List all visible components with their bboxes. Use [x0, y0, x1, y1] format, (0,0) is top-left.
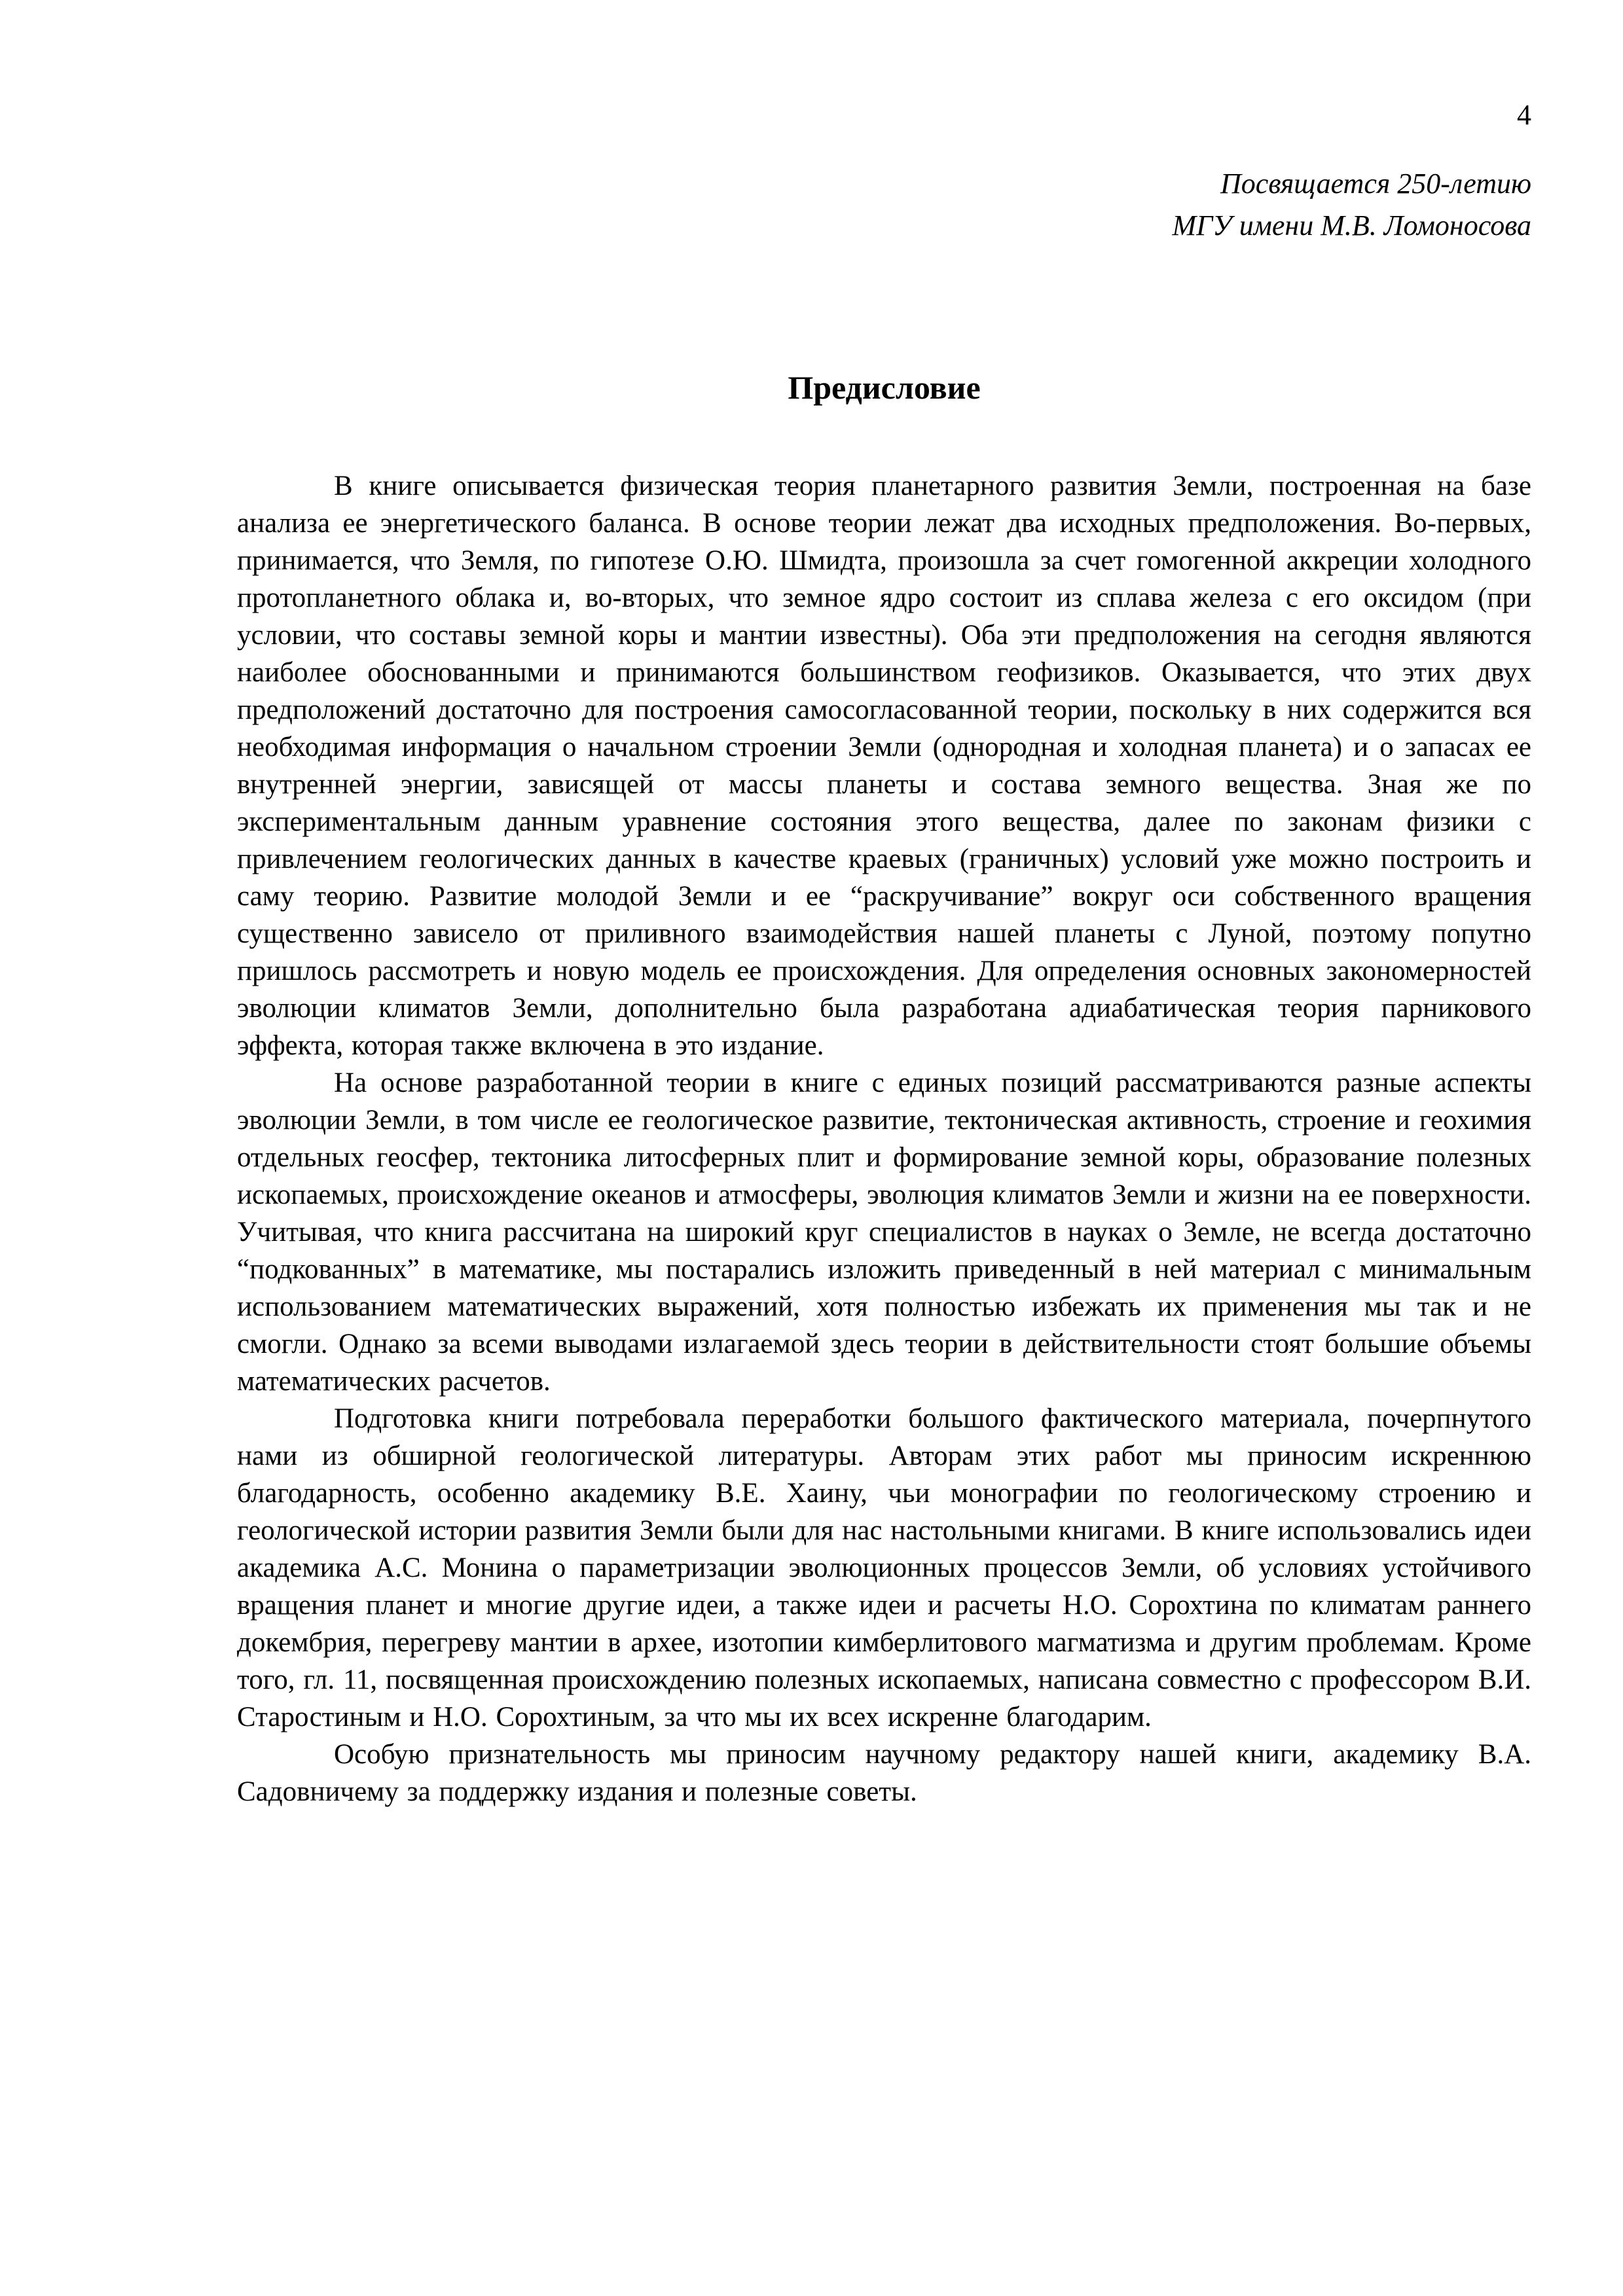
paragraph-4: Особую признательность мы приносим научному редактору нашей книги, академику В.А. Садовничему за поддержку издания и полезные советы. [237, 1739, 1531, 1808]
page-number: 4 [1517, 99, 1531, 131]
paragraph-2: На основе разработанной теории в книге с единых позиций рассматриваются разные аспекты эволюции Земли, в том числе ее геологическое развитие, тектоническая активность, строение и геохимия отдельных геосфер, тектоника литосферных плит и формирование земной коры, образование полезных ископаемых, происхождение океанов и атмосферы, эволюция климатов Земли и жизни на ее поверхности. Учитывая, что книга рассчитана на широкий круг специалистов в науках о Земле, не всегда достаточно “подкованных” в математике, мы постарались изложить приведенный в ней материал с минимальным использованием математических выражений, хотя полностью избежать их применения мы так и не смогли. Однако за всеми выводами излагаемой здесь теории в действительности стоят большие объемы математических расчетов. [237, 1067, 1531, 1397]
body-text [237, 467, 1531, 1810]
dedication [237, 163, 1531, 247]
paragraph-1: В книге описывается физическая теория планетарного развития Земли, построенная на базе анализа ее энергетического баланса. В основе теории лежат два исходных предположения. Во-первых, принимается, что Земля, по гипотезе О.Ю. Шмидта, произошла за счет гомогенной аккреции холодного протопланетного облака и, во-вторых, что земное ядро состоит из сплава железа с его оксидом (при условии, что составы земной коры и мантии известны). Оба эти предположения на сегодня являются наиболее обоснованными и принимаются большинством геофизиков. Оказывается, что этих двух предположений достаточно для построения самосогласованной теории, поскольку в них содержится вся необходимая информация о начальном строении Земли (однородная и холодная планета) и о запасах ее внутренней энергии, зависящей от массы планеты и состава земного вещества. Зная же по экспериментальным данным уравнение состояния этого вещества, далее по законам физики с привлечением геологических данных в качестве краевых (граничных) условий уже можно построить и саму теорию. Развитие молодой Земли и ее “раскручивание” вокруг оси собственного вращения существенно зависело от приливного взаимодействия нашей планеты с Луной, поэтому попутно пришлось рассмотреть и новую модель ее происхождения. Для определения основных закономерностей эволюции климатов Земли, дополнительно была разработана адиабатическая теория парникового эффекта, которая также включена в это издание. [237, 471, 1531, 1062]
paragraph-3: Подготовка книги потребовала переработки большого фактического материала, почерпнутого нами из обширной геологической литературы. Авторам этих работ мы приносим искреннюю благодарность, особенно академику В.Е. Хаину, чьи монографии по геологическому строению и геологической истории развития Земли были для нас настольными книгами. В книге использовались идеи академика А.С. Монина о параметризации эволюционных процессов Земли, об условиях устойчивого вращения планет и многие другие идеи, а также идеи и расчеты Н.О. Сорохтина по климатам раннего докембрия, перегреву мантии в архее, изотопии кимберлитового магматизма и другим проблемам. Кроме того, гл. 11, посвященная происхождению полезных ископаемых, написана совместно с профессором В.И. Старостиным и Н.О. Сорохтиным, за что мы их всех искренне благодарим. [237, 1403, 1531, 1733]
dedication-line-1: Посвящается 250-летию [1220, 167, 1531, 200]
dedication-line-2: МГУ имени М.В. Ломоносова [1172, 209, 1531, 242]
section-heading: Предисловие [788, 369, 981, 406]
